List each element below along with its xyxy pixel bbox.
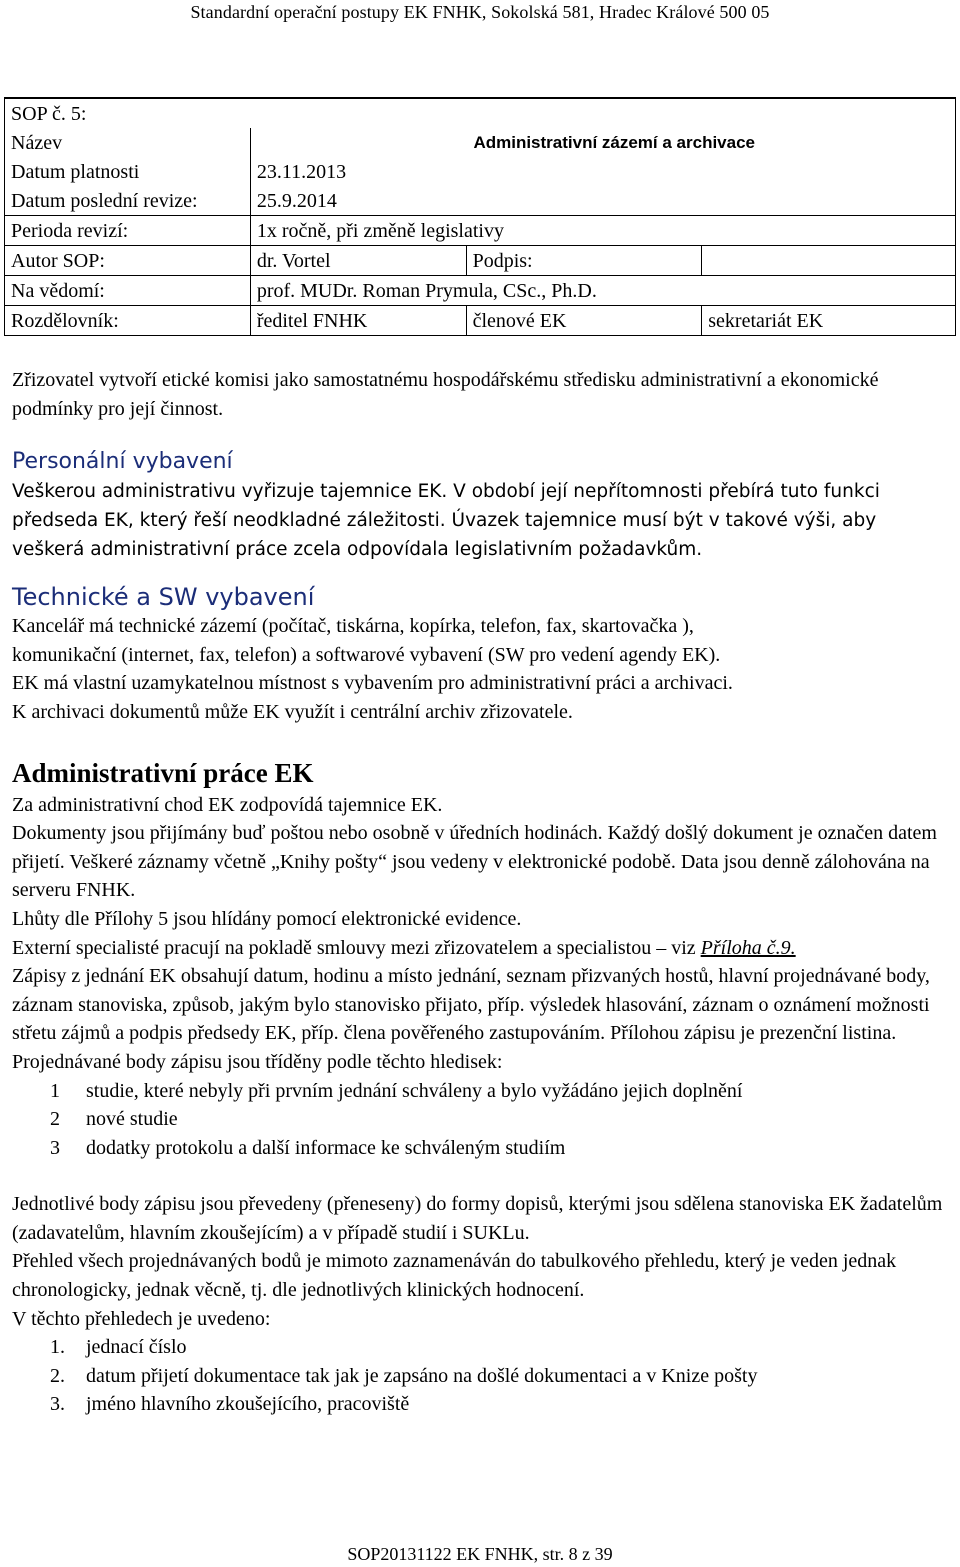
valid-from-value: 23.11.2013 — [250, 157, 955, 186]
document-title: Administrativní zázemí a archivace — [250, 128, 955, 157]
author-value: dr. Vortel — [250, 246, 466, 276]
admin-paragraph: V těchto přehledech je uvedeno: — [12, 1307, 271, 1330]
distribution-item: sekretariát EK — [702, 306, 956, 336]
technical-heading: Technické a SW vybavení — [12, 583, 315, 612]
admin-paragraph: Dokumenty jsou přijímány buď poštou nebo osobně v úředních hodinách. Každý došlý dokument je označen datem přijetí. Veškeré záznamy včetně „Knihy pošty“ jsou vedeny v elektronické podobě. Data jsou denně zálohována na serveru FNHK. — [12, 822, 937, 902]
technical-line: komunikační (internet, fax, telefon) a softwarové vybavení (SW pro vedení agendy EK). — [12, 643, 721, 666]
list-item: 1 studie, které nebyly při prvním jednání schváleny a bylo vyžádáno jejich doplnění — [50, 1079, 743, 1102]
page-header: Standardní operační postupy EK FNHK, Sokolská 581, Hradec Králové 500 05 — [190, 2, 770, 22]
technical-line: K archivaci dokumentů může EK využít i centrální archiv zřizovatele. — [12, 700, 573, 723]
acknowledged-value: prof. MUDr. Roman Prymula, CSc., Ph.D. — [250, 276, 955, 306]
signature-field — [702, 246, 956, 276]
admin-paragraph — [12, 934, 952, 963]
list-item: 3. jméno hlavního zkoušejícího, pracoviště — [50, 1393, 410, 1416]
admin-paragraph: Za administrativní chod EK zodpovídá tajemnice EK. — [12, 793, 443, 816]
admin-heading: Administrativní práce EK — [12, 757, 314, 788]
distribution-item: ředitel FNHK — [250, 306, 466, 336]
admin-paragraph: Přehled všech projednávaných bodů je mimoto zaznamenáván do tabulkového přehledu, který je veden jednak chronologicky, jednak věcně, tj. dle jednotlivých klinických hodnocení. — [12, 1250, 897, 1302]
admin-paragraph: Projednávané body zápisu jsou tříděny podle těchto hledisek: — [12, 1050, 503, 1073]
sop-number: SOP č. 5: — [5, 98, 956, 128]
admin-paragraph: Lhůty dle Přílohy 5 jsou hlídány pomocí elektronické evidence. — [12, 907, 522, 930]
distribution-label: Rozdělovník: — [5, 306, 251, 336]
overview-list — [12, 1333, 952, 1419]
document-body — [12, 366, 952, 1419]
technical-line: Kancelář má technické zázemí (počítač, tiskárna, kopírka, telefon, fax, skartovačka ), — [12, 615, 694, 638]
name-label: Název — [5, 128, 251, 157]
intro-paragraph: Zřizovatel vytvoří etické komisi jako samostatnému hospodářskému středisku administrativní a ekonomické podmínky pro její činnost. — [12, 369, 879, 420]
criteria-list — [12, 1077, 952, 1163]
page-footer: SOP20131122 EK FNHK, str. 8 z 39 — [347, 1544, 613, 1564]
valid-from-label: Datum platnosti — [5, 157, 251, 186]
distribution-item: členové EK — [466, 306, 702, 336]
list-item: 3 dodatky protokolu a další informace ke schváleným studiím — [50, 1136, 566, 1159]
last-revision-label: Datum poslední revize: — [5, 186, 251, 216]
signature-label: Podpis: — [466, 246, 702, 276]
technical-line: EK má vlastní uzamykatelnou místnost s vybavením pro administrativní práci a archivaci. — [12, 672, 733, 695]
author-label: Autor SOP: — [5, 246, 251, 276]
personnel-heading: Personální vybavení — [12, 449, 233, 475]
acknowledged-label: Na vědomí: — [5, 276, 251, 306]
attachment-9-link[interactable]: Příloha č.9. — [700, 936, 796, 959]
last-revision-value: 25.9.2014 — [250, 186, 955, 216]
list-item: 1. jednací číslo — [50, 1336, 187, 1359]
list-item: 2 nové studie — [50, 1108, 178, 1131]
admin-paragraph: Zápisy z jednání EK obsahují datum, hodinu a místo jednání, seznam přizvaných hostů, hlavní projednávané body, záznam stanoviska, způsob, jakým bylo stanovisko přijato, příp. výsledek hlasování, záznam o oznámení možnosti střetu zájmů a podpis předsedy EK, příp. člena pověřeného zastupováním. Přílohou zápisu je prezenční listina. — [12, 965, 930, 1045]
list-item: 2. datum přijetí dokumentace tak jak je zapsáno na došlé dokumentaci a v Knize pošty — [50, 1364, 758, 1387]
personnel-paragraph: Veškerou administrativu vyřizuje tajemnice EK. V období její nepřítomnosti přebírá tuto funkci předseda EK, který řeší neodkladné záležitosti. Úvazek tajemnice musí být v takové výši, aby veškerá administrativní práce zcela odpovídala legislativním požadavkům. — [12, 481, 880, 561]
external-specialists-text: Externí specialisté pracují na pokladě smlouvy mezi zřizovatelem a specialistou – viz — [12, 936, 701, 959]
revision-period-label: Perioda revizí: — [5, 216, 251, 246]
revision-period-value: 1x ročně, při změně legislativy — [250, 216, 955, 246]
admin-paragraph: Jednotlivé body zápisu jsou převedeny (přeneseny) do formy dopisů, kterými jsou sdělena stanoviska EK žadatelům (zadavatelům, hlavním zkoušejícím) a v případě studií i SUKLu. — [12, 1193, 943, 1244]
sop-info-table — [4, 97, 956, 336]
